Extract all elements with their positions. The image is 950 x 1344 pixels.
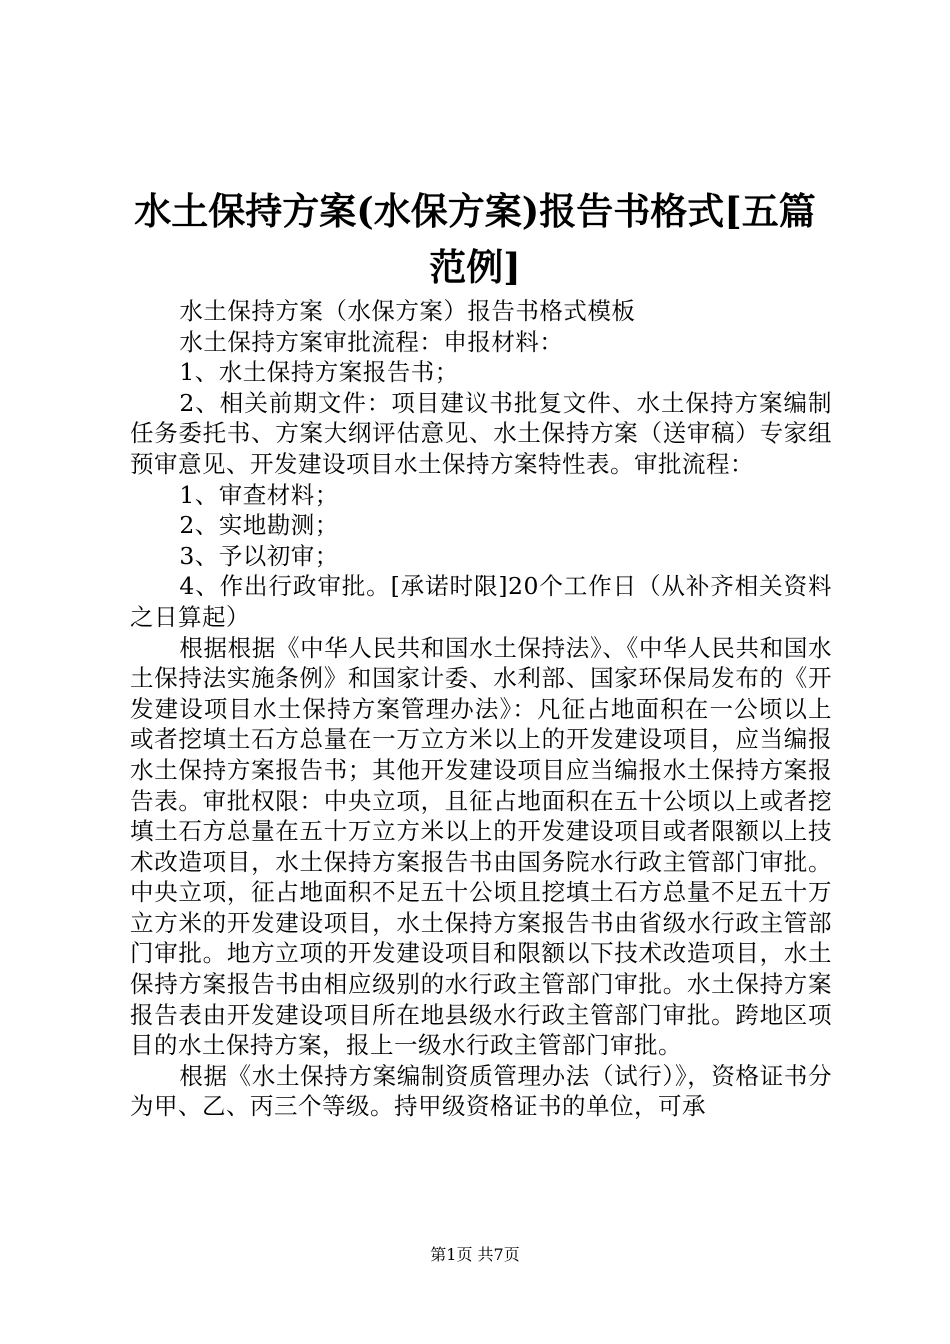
- paragraph: 根据《水土保持方案编制资质管理办法（试行）》，资格证书分为甲、乙、丙三个等级。持甲级资格证书的单位，可承: [130, 1061, 832, 1121]
- paragraph: 根据根据《中华人民共和国水土保持法》、《中华人民共和国水土保持法实施条例》和国家计委、水利部、国家环保局发布的《开发建设项目水土保持方案管理办法》：凡征占地面积在一公顷以上或者挖填土石方总量在一万立方米以上的开发建设项目，应当编报水土保持方案报告书；其他开发建设项目应当编报水土保持方案报告表。审批权限：中央立项，且征占地面积在五十公顷以上或者挖填土石方总量在五十万立方米以上的开发建设项目或者限额以上技术改造项目，水土保持方案报告书由国务院水行政主管部门审批。中央立项，征占地面积不足五十公顷且挖填土石方总量不足五十万立方米的开发建设项目，水土保持方案报告书由省级水行政主管部门审批。地方立项的开发建设项目和限额以下技术改造项目，水土保持方案报告书由相应级别的水行政主管部门审批。水土保持方案报告表由开发建设项目所在地县级水行政主管部门审批。跨地区项目的水土保持方案，报上一级水行政主管部门审批。: [130, 633, 832, 1060]
- document-body: [130, 296, 832, 1122]
- paragraph: 水土保持方案审批流程：申报材料：: [179, 327, 564, 356]
- paragraph: 3、予以初审；: [179, 541, 339, 570]
- paragraph: 1、水土保持方案报告书；: [179, 358, 459, 387]
- paragraph: 2、实地勘测；: [179, 511, 339, 540]
- paragraph: 4、作出行政审批。[承诺时限]20个工作日（从补齐相关资料之日算起）: [130, 572, 832, 631]
- document-title: 水土保持方案(水保方案)报告书格式[五篇范例]: [134, 189, 816, 289]
- paragraph: 1、审查材料；: [179, 480, 339, 509]
- paragraph: 2、相关前期文件：项目建议书批复文件、水土保持方案编制任务委托书、方案大纲评估意见、水土保持方案（送审稿）专家组预审意见、开发建设项目水土保持方案特性表。审批流程：: [130, 388, 832, 478]
- paragraph: 水土保持方案（水保方案）报告书格式模板: [179, 297, 636, 325]
- page-footer: 第1页 共7页: [430, 1245, 520, 1264]
